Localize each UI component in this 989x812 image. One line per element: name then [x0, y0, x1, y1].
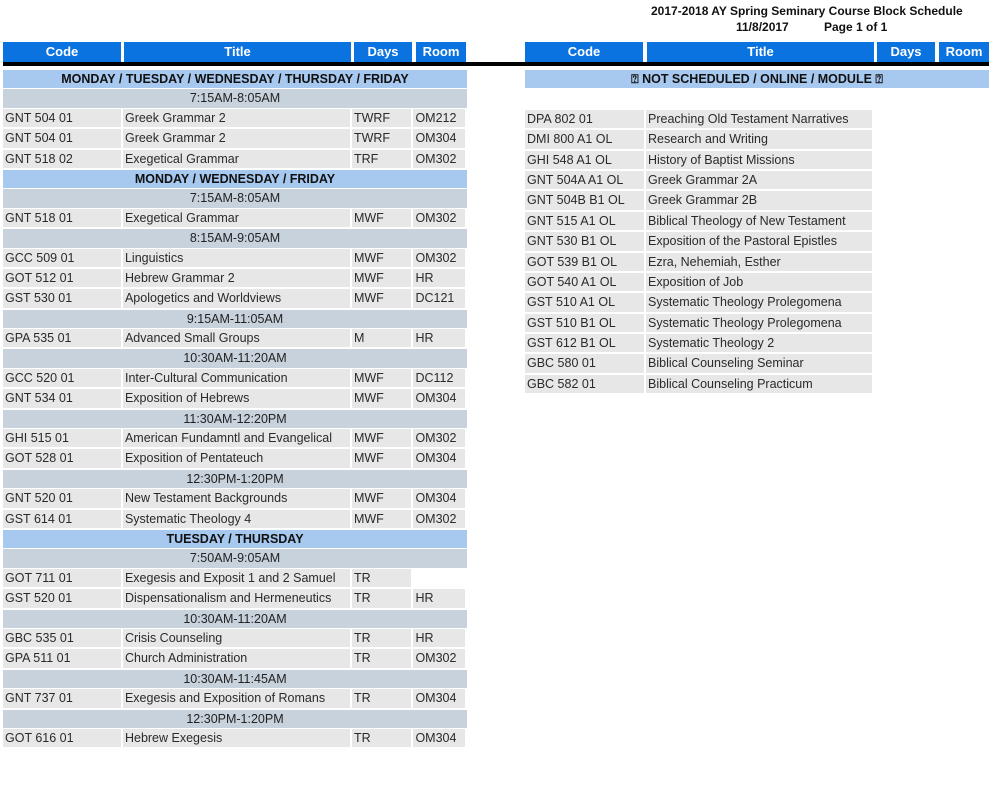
- course-room: OM212: [413, 109, 465, 127]
- course-row: [525, 211, 989, 231]
- course-room: DC121: [413, 289, 465, 307]
- course-code: GNT 504A A1 OL: [525, 171, 644, 189]
- course-code: GST 612 B1 OL: [525, 334, 644, 352]
- course-row: [3, 628, 467, 648]
- course-title: History of Baptist Missions: [646, 151, 872, 169]
- course-title: Systematic Theology Prolegomena: [646, 314, 872, 332]
- course-title: Inter-Cultural Communication: [123, 369, 350, 387]
- course-title: Research and Writing: [646, 130, 872, 148]
- course-days: MWF: [352, 449, 411, 467]
- unscheduled-courses-table: [525, 69, 989, 394]
- course-room: OM304: [413, 489, 465, 507]
- course-days: TR: [352, 689, 411, 707]
- course-row: [525, 292, 989, 312]
- course-row: [3, 488, 467, 508]
- right-code-header: Code: [525, 42, 643, 62]
- document-date: 11/8/2017: [736, 20, 789, 34]
- course-row: [525, 170, 989, 190]
- course-room: OM302: [413, 209, 465, 227]
- course-days: TR: [352, 589, 411, 607]
- course-code: GPA 511 01: [3, 649, 121, 667]
- header-divider: [3, 62, 989, 66]
- course-title: Apologetics and Worldviews: [123, 289, 350, 307]
- course-room: OM302: [413, 510, 465, 528]
- time-slot-header: 12:30PM-1:20PM: [3, 710, 467, 728]
- course-row: [3, 268, 467, 288]
- course-days: TR: [352, 569, 411, 587]
- course-days: TR: [352, 629, 411, 647]
- course-code: GOT 540 A1 OL: [525, 273, 644, 291]
- course-row: [3, 208, 467, 228]
- course-row: [525, 333, 989, 353]
- course-code: GNT 534 01: [3, 389, 121, 407]
- course-row: [3, 428, 467, 448]
- right-room-header: Room: [939, 42, 989, 62]
- course-row: [525, 150, 989, 170]
- course-days: M: [352, 329, 411, 347]
- course-days: TRF: [352, 150, 411, 168]
- course-row: [3, 448, 467, 468]
- course-code: GNT 518 01: [3, 209, 121, 227]
- course-title: Systematic Theology 4: [123, 510, 350, 528]
- course-title: Greek Grammar 2: [123, 129, 350, 147]
- course-code: GNT 504B B1 OL: [525, 191, 644, 209]
- course-row: [3, 368, 467, 388]
- course-code: DPA 802 01: [525, 110, 644, 128]
- course-days: MWF: [352, 209, 411, 227]
- course-code: GOT 711 01: [3, 569, 121, 587]
- course-room: OM304: [413, 129, 465, 147]
- course-code: GOT 512 01: [3, 269, 121, 287]
- course-days: MWF: [352, 489, 411, 507]
- course-room: OM304: [413, 689, 465, 707]
- course-title: Church Administration: [123, 649, 350, 667]
- course-row: [3, 568, 467, 588]
- course-row: [525, 353, 989, 373]
- course-row: [3, 388, 467, 408]
- course-row: [525, 129, 989, 149]
- course-days: TR: [352, 649, 411, 667]
- time-slot-header: 10:30AM-11:20AM: [3, 349, 467, 367]
- course-row: [525, 190, 989, 210]
- left-room-header: Room: [416, 42, 466, 62]
- course-title: Systematic Theology Prolegomena: [646, 293, 872, 311]
- course-row: [3, 128, 467, 148]
- course-code: GNT 518 02: [3, 150, 121, 168]
- course-code: GST 510 B1 OL: [525, 314, 644, 332]
- time-slot-header: 11:30AM-12:20PM: [3, 410, 467, 428]
- time-slot-header: 7:15AM-8:05AM: [3, 89, 467, 107]
- course-room: OM302: [413, 429, 465, 447]
- course-title: Exegetical Grammar: [123, 209, 350, 227]
- left-code-header: Code: [3, 42, 121, 62]
- course-code: GPA 535 01: [3, 329, 121, 347]
- course-code: GOT 539 B1 OL: [525, 253, 644, 271]
- course-title: Hebrew Grammar 2: [123, 269, 350, 287]
- course-days: MWF: [352, 510, 411, 528]
- course-title: Exposition of the Pastoral Epistles: [646, 232, 872, 250]
- course-code: GST 614 01: [3, 510, 121, 528]
- course-title: Exegesis and Exposit 1 and 2 Samuel: [123, 569, 350, 587]
- course-code: GHI 515 01: [3, 429, 121, 447]
- course-row: [3, 509, 467, 529]
- course-title: Exposition of Pentateuch: [123, 449, 350, 467]
- course-days: MWF: [352, 369, 411, 387]
- course-title: Hebrew Exegesis: [123, 729, 350, 747]
- course-days: MWF: [352, 249, 411, 267]
- course-code: GCC 520 01: [3, 369, 121, 387]
- day-group-banner: MONDAY / WEDNESDAY / FRIDAY: [3, 170, 467, 188]
- course-room: OM302: [413, 150, 465, 168]
- time-slot-header: 8:15AM-9:05AM: [3, 229, 467, 247]
- course-code: GBC 580 01: [525, 354, 644, 372]
- course-row: [3, 648, 467, 668]
- course-title: Dispensationalism and Hermeneutics: [123, 589, 350, 607]
- course-days: MWF: [352, 269, 411, 287]
- time-slot-header: 10:30AM-11:20AM: [3, 610, 467, 628]
- blank-row: [525, 88, 989, 108]
- course-title: Biblical Theology of New Testament: [646, 212, 872, 230]
- course-code: GHI 548 A1 OL: [525, 151, 644, 169]
- course-code: GST 520 01: [3, 589, 121, 607]
- day-group-banner: TUESDAY / THURSDAY: [3, 530, 467, 548]
- course-title: Greek Grammar 2A: [646, 171, 872, 189]
- course-room: OM304: [413, 729, 465, 747]
- course-room: DC112: [413, 369, 465, 387]
- course-room: HR: [413, 329, 465, 347]
- course-code: GCC 509 01: [3, 249, 121, 267]
- course-row: [525, 231, 989, 251]
- day-group-banner: MONDAY / TUESDAY / WEDNESDAY / THURSDAY / FRIDAY: [3, 70, 467, 88]
- course-row: [3, 108, 467, 128]
- course-code: GOT 528 01: [3, 449, 121, 467]
- course-title: Exposition of Hebrews: [123, 389, 350, 407]
- course-days: TWRF: [352, 129, 411, 147]
- time-slot-header: 9:15AM-11:05AM: [3, 310, 467, 328]
- course-room: OM302: [413, 649, 465, 667]
- course-code: GNT 515 A1 OL: [525, 212, 644, 230]
- course-title: Ezra, Nehemiah, Esther: [646, 253, 872, 271]
- course-row: [3, 588, 467, 608]
- course-code: GNT 530 B1 OL: [525, 232, 644, 250]
- course-title: Exegesis and Exposition of Romans: [123, 689, 350, 707]
- course-days: TWRF: [352, 109, 411, 127]
- course-title: Exegetical Grammar: [123, 150, 350, 168]
- time-slot-header: 10:30AM-11:45AM: [3, 670, 467, 688]
- course-code: GOT 616 01: [3, 729, 121, 747]
- course-room: OM304: [413, 389, 465, 407]
- course-title: Systematic Theology 2: [646, 334, 872, 352]
- left-title-header: Title: [124, 42, 351, 62]
- course-title: Advanced Small Groups: [123, 329, 350, 347]
- course-title: Exposition of Job: [646, 273, 872, 291]
- course-row: [525, 272, 989, 292]
- course-code: GNT 520 01: [3, 489, 121, 507]
- day-group-banner: ⍰ NOT SCHEDULED / ONLINE / MODULE ⍰: [525, 70, 989, 88]
- course-code: GNT 737 01: [3, 689, 121, 707]
- course-row: [525, 313, 989, 333]
- course-days: TR: [352, 729, 411, 747]
- course-room: OM304: [413, 449, 465, 467]
- course-code: DMI 800 A1 OL: [525, 130, 644, 148]
- course-days: MWF: [352, 389, 411, 407]
- course-title: New Testament Backgrounds: [123, 489, 350, 507]
- scheduled-courses-table: [3, 69, 467, 748]
- course-row: [3, 688, 467, 708]
- right-title-header: Title: [647, 42, 874, 62]
- course-room: OM302: [413, 249, 465, 267]
- course-row: [525, 252, 989, 272]
- course-title: Greek Grammar 2B: [646, 191, 872, 209]
- course-room: HR: [413, 629, 465, 647]
- course-title: Biblical Counseling Practicum: [646, 375, 872, 393]
- course-code: GNT 504 01: [3, 129, 121, 147]
- course-room: [413, 569, 465, 587]
- course-title: Biblical Counseling Seminar: [646, 354, 872, 372]
- course-code: GBC 535 01: [3, 629, 121, 647]
- course-days: MWF: [352, 289, 411, 307]
- course-row: [3, 248, 467, 268]
- right-days-header: Days: [877, 42, 935, 62]
- course-row: [525, 109, 989, 129]
- course-title: Linguistics: [123, 249, 350, 267]
- course-code: GBC 582 01: [525, 375, 644, 393]
- document-title: 2017-2018 AY Spring Seminary Course Block Schedule: [651, 4, 963, 18]
- time-slot-header: 12:30PM-1:20PM: [3, 470, 467, 488]
- left-days-header: Days: [354, 42, 412, 62]
- course-room: HR: [413, 269, 465, 287]
- course-code: GST 510 A1 OL: [525, 293, 644, 311]
- course-title: American Fundamntl and Evangelical: [123, 429, 350, 447]
- course-row: [3, 149, 467, 169]
- course-title: Crisis Counseling: [123, 629, 350, 647]
- course-row: [3, 728, 467, 748]
- time-slot-header: 7:15AM-8:05AM: [3, 189, 467, 207]
- course-code: GST 530 01: [3, 289, 121, 307]
- time-slot-header: 7:50AM-9:05AM: [3, 549, 467, 567]
- course-code: GNT 504 01: [3, 109, 121, 127]
- course-room: HR: [413, 589, 465, 607]
- course-row: [3, 288, 467, 308]
- course-days: MWF: [352, 429, 411, 447]
- page-indicator: Page 1 of 1: [824, 20, 888, 34]
- course-title: Greek Grammar 2: [123, 109, 350, 127]
- course-row: [525, 374, 989, 394]
- course-row: [3, 328, 467, 348]
- course-title: Preaching Old Testament Narratives: [646, 110, 872, 128]
